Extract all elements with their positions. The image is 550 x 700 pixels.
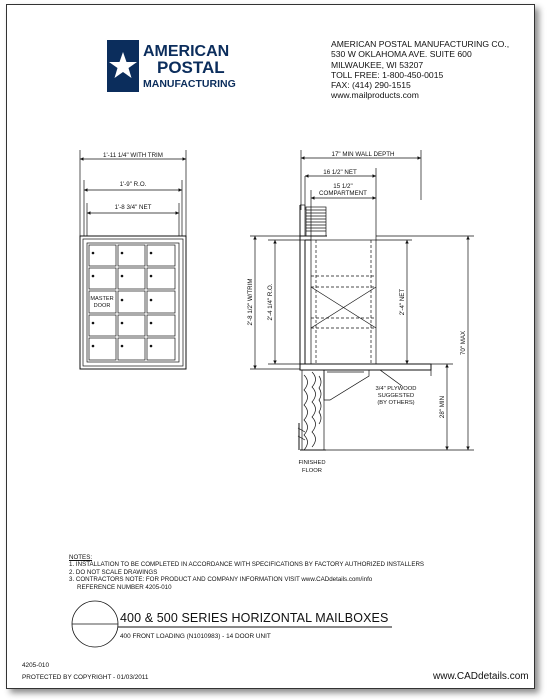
drawing-number: 4205-010 [22, 662, 50, 669]
unit-body [311, 240, 376, 364]
copyright-text: PROTECTED BY COPYRIGHT - 01/03/2011 [22, 674, 149, 681]
label-plywood-2: SUGGESTED [377, 393, 415, 399]
note-item-2: 2. DO NOT SCALE DRAWINGS [69, 568, 158, 576]
label-net-depth: 16 1/2" NET [323, 169, 357, 176]
label-width-net: 1'-8 3/4" NET [114, 204, 152, 211]
label-finished-floor-2: FLOOR [302, 468, 322, 474]
drawing-title: 400 & 500 SERIES HORIZONTAL MAILBOXES [120, 611, 389, 625]
label-plywood-3: (BY OTHERS) [377, 400, 415, 406]
drawing-subtitle: 400 FRONT LOADING (N1010983) - 14 DOOR UNIT [120, 633, 271, 640]
label-max-height: 70" MAX [460, 330, 467, 356]
label-plywood-1: 3/4" PLYWOOD [375, 386, 417, 392]
company-toll-free: TOLL FREE: 1-800-450-0015 [331, 69, 444, 80]
label-height-trim: 2'-8 1/2" W/TRIM [247, 278, 254, 326]
label-min-height: 28" MIN [439, 395, 446, 419]
caddetails-link[interactable]: www.CADdetails.com [433, 671, 529, 682]
logo-line-3: MANUFACTURING [143, 78, 236, 90]
label-compartment-2: COMPARTMENT [319, 190, 367, 197]
company-name: AMERICAN POSTAL MANUFACTURING CO., [331, 39, 510, 49]
label-height-net: 2'-4" NET [399, 288, 406, 316]
shelf-bracket [324, 370, 369, 400]
logo-line-1: AMERICAN [143, 43, 230, 60]
company-address-2: MILWAUKEE, WI 53207 [331, 59, 424, 70]
plywood-shelf [300, 364, 431, 370]
label-height-ro: 2'-4 1/4" R.O. [267, 283, 274, 321]
label-width-with-trim: 1'-11 1/4" WITH TRIM [103, 152, 163, 159]
company-website: www.mailproducts.com [331, 90, 419, 101]
master-door-label-1: MASTER [90, 296, 114, 302]
label-compartment-1: 15 1/2" [333, 183, 353, 190]
note-reference: REFERENCE NUMBER 4205-010 [77, 583, 172, 591]
note-item-1: 1. INSTALLATION TO BE COMPLETED IN ACCORDANCE WITH SPECIFICATIONS BY FACTORY AUTHORIZED INSTALLERS [69, 561, 425, 569]
master-door-label-2: DOOR [93, 303, 111, 309]
label-finished-floor-1: FINISHED [298, 460, 326, 466]
note-item-3: 3. CONTRACTORS NOTE: FOR PRODUCT AND COMPANY INFORMATION VISIT www.CADdetails.com/info [69, 576, 373, 584]
top-header-block [306, 207, 326, 236]
plywood-leader [380, 370, 402, 386]
logo-line-2: POSTAL [157, 58, 225, 77]
label-width-ro: 1'-9" R.O. [119, 181, 147, 188]
company-fax: FAX: (414) 290-1515 [331, 80, 411, 91]
company-address-1: 530 W OKLAHOMA AVE. SUITE 600 [331, 49, 472, 60]
notes-heading: NOTES: [69, 554, 93, 561]
label-min-wall-depth: 17" MIN WALL DEPTH [331, 151, 395, 158]
notes-section [69, 554, 424, 591]
